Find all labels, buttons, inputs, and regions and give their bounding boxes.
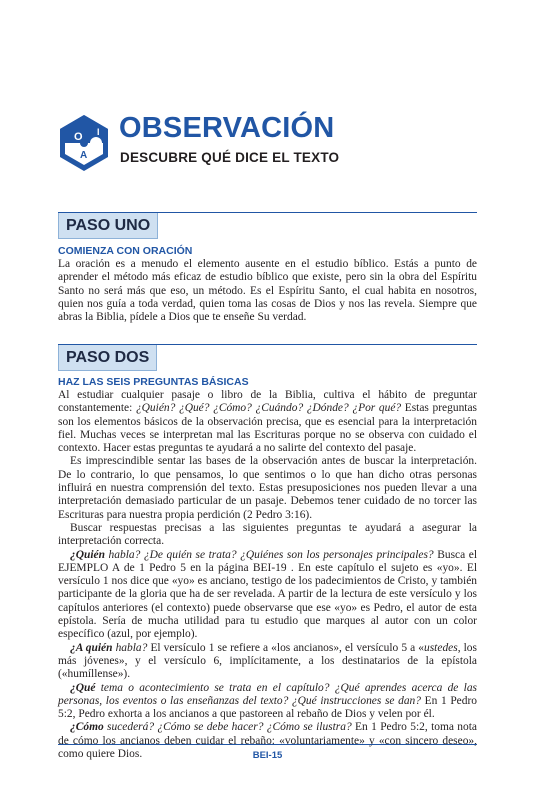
- paragraph-observation-first: Es imprescindible sentar las bases de la observación antes de buscar la interpretación. De lo contrario, lo que pensamos, lo que sentimos o lo que han dicho otras personas influirá en nuestra comprensión del texto. Estas presuposiciones nos pueden llevar a una interpretación demasiado particular de un pasaje. Debemos tener cuidado de no torcer las Escrituras para nuestra propia perdición (2 Pedro 3:16).: [58, 455, 477, 521]
- paragraph-what: ¿Qué tema o acontecimiento se trata en el capítulo? ¿Qué aprendes acerca de las personas, los eventos o las enseñanzas del texto? ¿Qué instrucciones se dan? En 1 Pedro 5:2, Pedro exhorta a los ancianos a que pastoreen al rebaño de Dios y velen por él.: [58, 681, 477, 721]
- paragraph-how: ¿Cómo sucederá? ¿Cómo se debe hacer? ¿Cómo se ilustra? En 1 Pedro 5:2, toma nota de cómo los ancianos deben cuidar el rebaño: «voluntariamente» y «con sincero deseo», como quiere Dios.: [58, 721, 478, 761]
- page-title: OBSERVACIÓN: [119, 112, 335, 144]
- logo-letter-a: A: [80, 150, 88, 161]
- step-two-heading: HAZ LAS SEIS PREGUNTAS BÁSICAS: [58, 376, 249, 388]
- footer-divider: [58, 744, 477, 745]
- logo-letter-i: I: [97, 127, 100, 137]
- step-two-bar: [58, 344, 477, 372]
- paragraph-questions-intro: Al estudiar cualquier pasaje o libro de la Biblia, cultiva el hábito de preguntar constantemente: ¿Quién? ¿Qué? ¿Cómo? ¿Cuándo? ¿Dónde? ¿Por qué? Estas preguntas son los elementos básicos de la observación precisa, que es esencial para la interpretación fiel. Muchas veces se interpretan mal las Escrituras porque no se observa con cuidado el contexto. Hacer estas preguntas te ayudará a no salirte del contexto del pasaje.: [58, 389, 477, 455]
- step-two-label: PASO DOS: [58, 345, 157, 371]
- step-one-body: [58, 258, 477, 324]
- step-one-paragraph: La oración es a menudo el elemento ausente en el estudio bíblico. Estás a punto de aprender el método más eficaz de estudio bíblico que existe, pero sin la obra del Espíritu Santo no será más que eso, un método. Es el Espíritu Santo, el cual habita en nosotros, quien nos guía a toda verdad, quien toma las cosas de Dios y nos las revela. Siempre que abras la Biblia, pídele a Dios que te enseñe Su verdad.: [58, 258, 477, 324]
- step-one-bar: [58, 212, 477, 240]
- step-one-label: PASO UNO: [58, 213, 158, 239]
- paragraph-to-whom: ¿A quién habla? El versículo 1 se refiere a «los ancianos», el versículo 5 a «ustedes, los más jóvenes», y el versículo 6, implícitamente, a los destinatarios de la epístola («humíllense»).: [58, 641, 477, 681]
- paragraph-precise-answers: Buscar respuestas precisas a las siguientes preguntas te ayudará a asegurar la interpretación correcta.: [58, 521, 477, 548]
- step-two-body: [58, 389, 477, 761]
- page-subtitle: DESCUBRE QUÉ DICE EL TEXTO: [120, 150, 340, 165]
- paragraph-who: ¿Quién habla? ¿De quién se trata? ¿Quiénes son los personajes principales? Busca el EJEMPLO A de 1 Pedro 5 en la página BEI-19 . En este capítulo el sujeto es «yo». El versículo 1 nos dice que «yo» es anciano, testigo de los padecimientos de Cristo, y también participante de la gloria que ha de ser revelada. A partir de la lectura de este versículo y los capítulos anteriores (el contexto) puede observarse que ese «yo» es Pedro, el autor de esta epístola. Sería de mucha utilidad para tu estudio que marques al autor con un color específico (azul, por ejemplo).: [58, 548, 477, 641]
- page-number: BEI-15: [252, 750, 283, 761]
- logo-letter-o: O: [74, 131, 83, 143]
- step-one-heading: COMIENZA CON ORACIÓN: [58, 245, 193, 257]
